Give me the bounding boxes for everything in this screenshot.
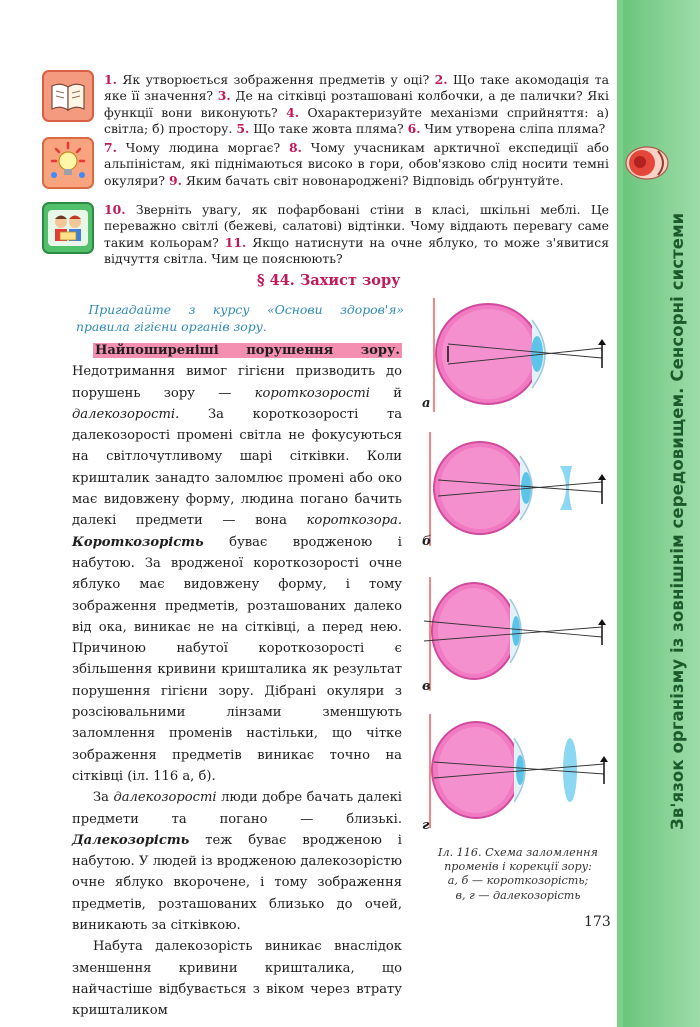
paragraph-heading: Найпоширеніші порушення зору.: [94, 343, 400, 358]
figure-letter-v: в: [422, 679, 431, 694]
paragraph-2: За далекозорості люди добре бачать далекі предмети та погано — близькі. Далекозорість теж буває вродженою і набутою. У людей із вродженою далекозорістю очне яблуко вкорочене, і тому зображення предметів, розташованих близько до очей, виникають за сітківкою.: [72, 790, 402, 934]
eye-diagram-a: [420, 296, 616, 414]
figure-caption: Іл. 116. Схема заломлення променів і корекції зору: а, б — короткозорість; в, г — далекозорість: [438, 846, 598, 902]
page-number: 173: [584, 914, 611, 930]
questions-block-2: 7. Чому людина моргає? 8. Чому учасникам арктичної експедиції або альпіністам, які піднімаються високо в гори, обов'язково слід носити темні окуляри? 9. Яким бачать світ новонароджені? Відповідь обґрунтуйте.: [104, 140, 610, 188]
eye-diagram-b: [420, 430, 616, 548]
section-title: § 44. Захист зору: [257, 272, 401, 289]
body-text: [72, 340, 402, 1022]
eye-icon: [622, 143, 672, 183]
eye-diagram-g: [420, 712, 616, 833]
questions-block-1: 1. Як утворюється зображення предметів у оці? 2. Що таке акомодація та яке її значення? 3. Де на сітківці розташовані колбочки, а де палички? Які функції вони виконують? 4. Охарактеризуйте механізми сприйняття: а) світла; б) простору. 5. Що таке жовта пляма? 6. Чим утворена сліпа пляма?: [104, 72, 610, 137]
chapter-title-text: Зв'язок організму із зовнішнім середовищем. Сенсорні системи: [668, 212, 687, 830]
section-reminder: Пригадайте з курсу «Основи здоров'я» правила гігієни органів зору.: [76, 302, 404, 334]
chapter-title: [668, 212, 700, 830]
figure-letter-b: б: [422, 534, 432, 549]
figure-letter-g: г: [422, 818, 430, 833]
figure-letter-a: а: [422, 396, 431, 411]
book-icon: [42, 70, 94, 122]
paragraph-1: Найпоширеніші порушення зору. Недотримання вимог гігієни призводить до порушень зору — короткозорості й далекозорості. За короткозорості та далекозорості промені світла не фокусуються на світлочутливому шарі сітківки. Коли кришталик занадто заломлює промені або око має видовжену форму, людина погано бачить далекі предмети — вона короткозора. Короткозорість буває вродженою і набутою. За вродженої короткозорості очне яблуко має видовжену форму, і тому зображення предметів, розташованих далеко від ока, виникає не на сітківці, а перед нею. Причиною набутої короткозорості є збільшення кривини кришталика як результат порушення гігієни зору. Дібрані окуляри з розсіювальними лінзами зменшують заломлення променів настільки, що чітке зображення предметів виникає точно на сітківці (іл. 116 а, б).: [72, 343, 402, 784]
lightbulb-icon: [42, 137, 94, 189]
questions-block-3: 10. Зверніть увагу, як пофарбовані стіни в класі, шкільні меблі. Це переважно світлі (бежеві, салатові) відтінки. Чому віддають перевагу саме таким кольорам? 11. Якщо натиснути на очне яблуко, то може з'явитися відчуття світла. Чим це пояснюють?: [104, 202, 610, 267]
eye-diagram-v: [420, 575, 616, 693]
children-icon: [42, 202, 94, 254]
paragraph-3: Набута далекозорість виникає внаслідок зменшення кривини кришталика, що найчастіше відбувається з віком через втрату кришталиком: [72, 939, 402, 1019]
